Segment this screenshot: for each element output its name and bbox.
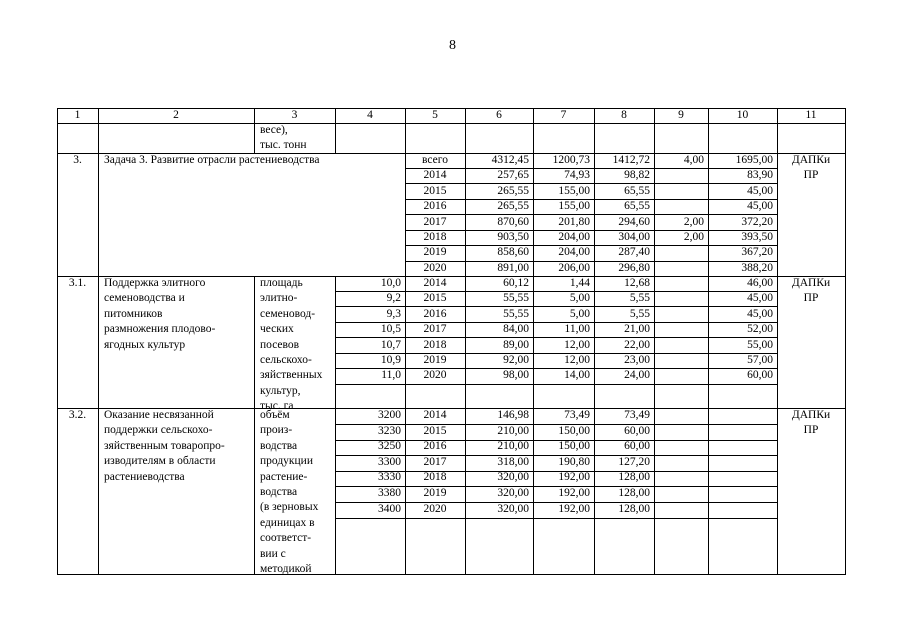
indicator-text: вии с — [260, 547, 286, 560]
measure-name: Поддержка элитного — [104, 277, 206, 289]
indicator-text: произ- — [260, 424, 293, 437]
indicator-text: элитно- — [260, 292, 298, 305]
measure-name: изводителям в области — [104, 455, 216, 468]
federal-cell: 74,93 — [564, 169, 590, 182]
header-cell: 4 — [367, 108, 373, 121]
regional-cell: 65,55 — [624, 184, 650, 197]
local-cell: 2,00 — [683, 231, 704, 243]
regional-cell: 127,20 — [618, 455, 650, 468]
federal-cell: 201,80 — [558, 215, 590, 228]
regional-cell: 128,00 — [618, 487, 650, 499]
federal-cell: 14,00 — [564, 369, 590, 382]
total-cell: 265,55 — [497, 184, 529, 197]
regional-cell: 23,00 — [624, 354, 650, 366]
executor: ПР — [803, 292, 819, 304]
total-cell: 210,00 — [497, 440, 529, 453]
measure-name: ягодных культур — [104, 338, 186, 351]
year-cell: 2016 — [423, 440, 447, 453]
federal-cell: 190,80 — [558, 455, 590, 468]
regional-cell: 296,80 — [618, 261, 650, 274]
header-cell: 3 — [291, 108, 298, 121]
year-cell: 2015 — [423, 292, 447, 305]
total-cell: 210,00 — [497, 424, 529, 437]
local-cell: 4,00 — [683, 154, 704, 166]
year-cell: 2017 — [423, 455, 447, 468]
indicator-text: ческих — [260, 323, 294, 336]
total-cell: 320,00 — [497, 471, 529, 484]
indicator-text: объём — [260, 409, 290, 421]
year-cell: 2020 — [423, 261, 447, 274]
regional-cell: 73,49 — [624, 409, 650, 421]
total-cell: 92,00 — [503, 354, 529, 366]
federal-cell: 1,44 — [569, 277, 590, 289]
regional-cell: 65,55 — [624, 200, 650, 213]
year-cell: 2018 — [423, 231, 447, 243]
header-cell: 1 — [74, 108, 81, 121]
extra-cell: 60,00 — [747, 369, 773, 382]
total-cell: 146,98 — [497, 409, 529, 421]
year-cell: 2019 — [423, 246, 447, 259]
indicator-text: методикой — [260, 563, 312, 575]
indicator-text: соответст- — [260, 532, 312, 545]
indicator-value: 3400 — [378, 502, 401, 515]
measure-name: размножения плодово- — [104, 323, 216, 336]
row-number: 3. — [73, 154, 82, 166]
indicator-text: продукции — [260, 455, 313, 468]
total-cell: 320,00 — [497, 502, 529, 515]
federal-cell: 155,00 — [558, 184, 590, 197]
extra-cell: 83,90 — [747, 169, 773, 182]
header-cell: 9 — [678, 108, 684, 121]
total-cell: 89,00 — [503, 338, 529, 351]
extra-cell: 46,00 — [747, 277, 773, 289]
federal-cell: 192,00 — [558, 471, 590, 484]
regional-cell: 5,55 — [629, 307, 650, 320]
indicator-text: тыс. тонн — [260, 139, 307, 151]
total-cell: 891,00 — [497, 261, 529, 274]
task-title: Задача 3. Развитие отрасли растениеводства — [104, 154, 320, 166]
federal-cell: 73,49 — [564, 409, 590, 421]
indicator-text: тыс. га — [260, 400, 294, 413]
indicator-value: 3380 — [378, 487, 401, 499]
federal-cell: 150,00 — [558, 440, 590, 453]
total-cell: 858,60 — [497, 246, 529, 259]
regional-cell: 304,00 — [618, 231, 650, 243]
indicator-text: семеновод- — [260, 307, 316, 320]
local-cell: 2,00 — [683, 215, 704, 228]
regional-cell: 21,00 — [624, 323, 650, 336]
executor: ПР — [803, 169, 819, 181]
header-cell: 5 — [432, 108, 438, 121]
regional-cell: 12,68 — [624, 277, 650, 289]
total-cell: 55,55 — [503, 307, 529, 320]
federal-cell: 155,00 — [558, 200, 590, 213]
extra-cell: 45,00 — [747, 292, 773, 305]
year-cell: 2014 — [423, 169, 447, 182]
total-cell: 55,55 — [503, 292, 529, 305]
indicator-value: 10,9 — [380, 354, 401, 366]
measure-name: питомников — [104, 307, 163, 320]
measure-name: семеноводства и — [104, 292, 185, 305]
regional-cell: 1412,72 — [612, 154, 650, 166]
federal-cell: 1200,73 — [552, 154, 590, 166]
row-number: 3.2. — [68, 409, 87, 421]
indicator-text: весе), — [260, 124, 288, 136]
year-cell: 2014 — [423, 277, 447, 289]
indicator-value: 11,0 — [381, 369, 401, 382]
extra-cell: 45,00 — [747, 200, 773, 213]
indicator-text: водства — [260, 486, 298, 498]
year-cell: 2020 — [423, 502, 447, 515]
indicator-text: культур, — [260, 384, 301, 397]
indicator-text: водства — [260, 439, 298, 452]
federal-cell: 11,00 — [564, 323, 590, 336]
header-cell: 2 — [173, 108, 179, 121]
total-cell: 84,00 — [503, 323, 529, 336]
indicator-value: 10,5 — [380, 323, 401, 336]
federal-cell: 204,00 — [558, 231, 590, 243]
extra-cell: 45,00 — [747, 307, 773, 320]
federal-cell: 192,00 — [558, 487, 590, 499]
extra-cell: 372,20 — [741, 215, 773, 228]
header-cell: 11 — [805, 108, 817, 121]
year-cell: 2015 — [423, 184, 447, 197]
indicator-text: растение- — [260, 470, 308, 483]
indicator-text: посевов — [260, 338, 300, 351]
federal-cell: 150,00 — [558, 424, 590, 437]
executor: ПР — [803, 424, 819, 436]
measure-name: Оказание несвязанной — [104, 409, 214, 421]
year-cell: 2017 — [423, 323, 447, 336]
regional-cell: 60,00 — [624, 424, 650, 437]
measure-name: зяйственным товаропро- — [104, 439, 225, 452]
federal-cell: 5,00 — [569, 292, 590, 305]
year-cell: 2019 — [423, 487, 447, 499]
executor: ДАПКи — [791, 409, 831, 421]
indicator-text: единицах в — [260, 516, 315, 529]
extra-cell: 367,20 — [741, 246, 773, 259]
indicator-value: 10,7 — [380, 338, 401, 351]
total-cell: 320,00 — [497, 487, 529, 499]
regional-cell: 22,00 — [624, 338, 650, 351]
indicator-value: 3200 — [378, 409, 401, 421]
extra-cell: 1695,00 — [735, 154, 773, 166]
federal-cell: 192,00 — [558, 502, 590, 515]
regional-cell: 128,00 — [618, 471, 650, 484]
indicator-value: 3250 — [378, 440, 401, 453]
measure-name: растениеводства — [104, 470, 185, 483]
year-cell: 2020 — [423, 369, 447, 382]
regional-cell: 98,82 — [624, 169, 650, 182]
executor: ДАПКи — [791, 154, 831, 166]
regional-cell: 60,00 — [624, 440, 650, 453]
year-cell: 2018 — [423, 471, 447, 484]
year-cell: всего — [422, 154, 448, 166]
extra-cell: 388,20 — [741, 261, 773, 274]
header-cell: 10 — [736, 108, 749, 121]
federal-cell: 5,00 — [569, 307, 590, 320]
federal-cell: 12,00 — [564, 338, 590, 351]
measure-name: поддержки сельскохо- — [104, 424, 213, 437]
extra-cell: 52,00 — [747, 323, 773, 336]
extra-cell: 55,00 — [747, 338, 773, 351]
indicator-text: (в зерновых — [260, 501, 319, 514]
total-cell: 4312,45 — [491, 154, 529, 166]
row-number: 3.1. — [68, 277, 87, 289]
year-cell: 2015 — [423, 424, 447, 437]
total-cell: 257,65 — [497, 169, 529, 182]
executor: ДАПКи — [791, 277, 831, 289]
federal-cell: 204,00 — [558, 246, 590, 259]
regional-cell: 128,00 — [618, 502, 650, 515]
header-cell: 7 — [560, 108, 567, 121]
indicator-text: сельскохо- — [260, 354, 312, 366]
total-cell: 60,12 — [503, 277, 529, 289]
year-cell: 2014 — [423, 409, 447, 421]
total-cell: 870,60 — [497, 215, 529, 228]
regional-cell: 24,00 — [624, 369, 650, 382]
federal-cell: 206,00 — [558, 261, 590, 274]
header-cell: 8 — [621, 108, 627, 121]
year-cell: 2016 — [423, 307, 447, 320]
indicator-text: площадь — [260, 277, 303, 289]
total-cell: 98,00 — [503, 369, 529, 382]
extra-cell: 393,50 — [741, 231, 773, 243]
year-cell: 2016 — [423, 200, 447, 213]
regional-cell: 287,40 — [618, 246, 650, 259]
regional-cell: 5,55 — [629, 292, 650, 305]
year-cell: 2017 — [423, 215, 447, 228]
year-cell: 2018 — [423, 338, 447, 351]
total-cell: 318,00 — [497, 455, 529, 468]
total-cell: 903,50 — [497, 231, 529, 243]
total-cell: 265,55 — [497, 200, 529, 213]
page-number: 8 — [449, 38, 456, 53]
indicator-text: зяйственных — [260, 369, 323, 382]
indicator-value: 3300 — [378, 455, 401, 468]
indicator-value: 9,2 — [386, 292, 401, 305]
federal-cell: 12,00 — [564, 354, 590, 366]
header-cell: 6 — [496, 108, 502, 121]
indicator-value: 3330 — [378, 471, 401, 484]
regional-cell: 294,60 — [618, 215, 650, 228]
extra-cell: 57,00 — [747, 354, 773, 366]
year-cell: 2019 — [423, 354, 447, 366]
extra-cell: 45,00 — [747, 184, 773, 197]
indicator-value: 3230 — [378, 424, 401, 437]
indicator-value: 9,3 — [386, 307, 401, 320]
indicator-value: 10,0 — [380, 277, 401, 289]
